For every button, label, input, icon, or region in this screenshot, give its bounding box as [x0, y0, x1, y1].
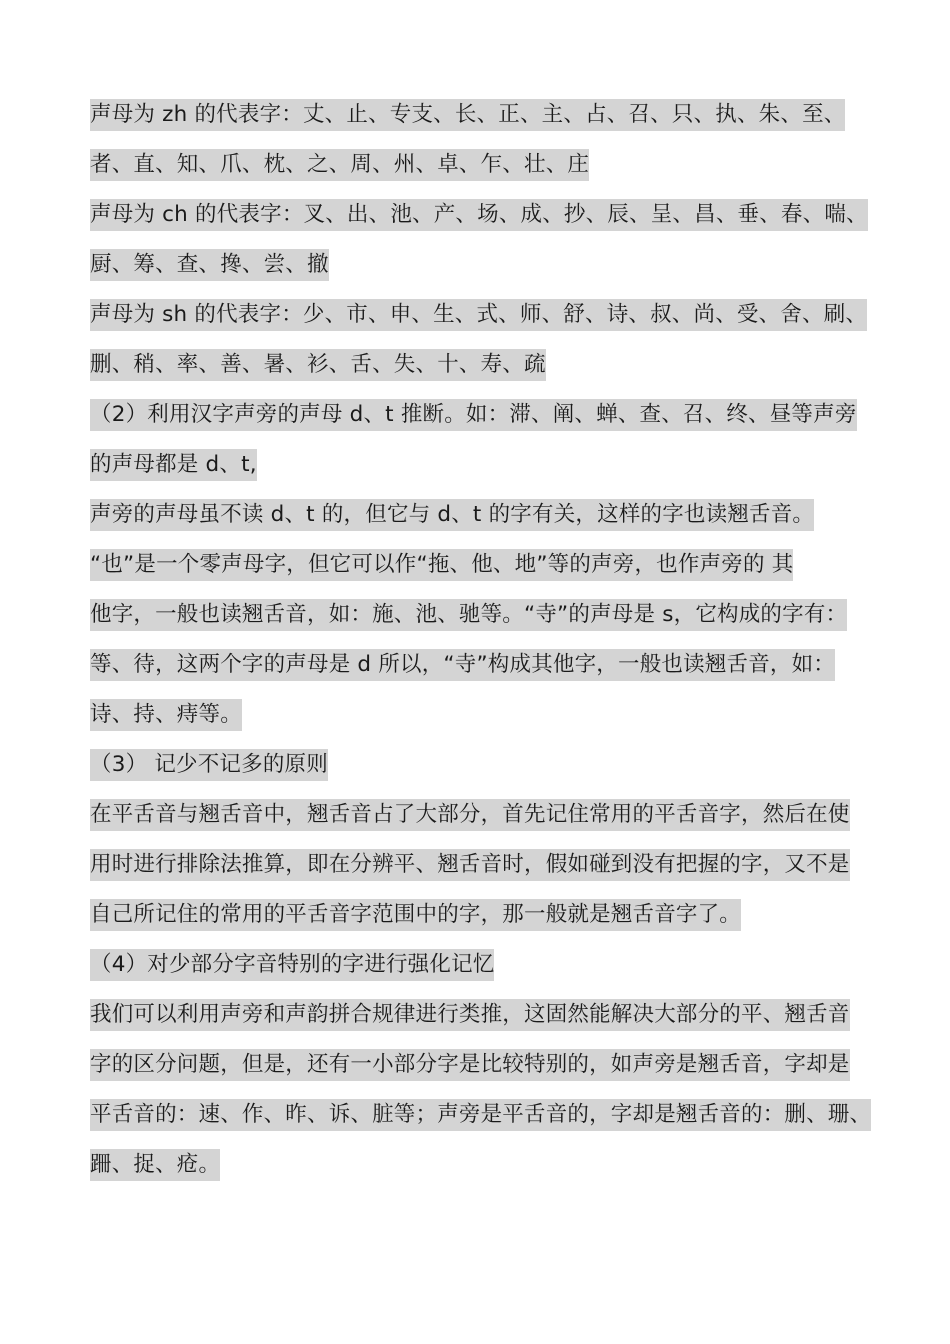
text-line-11	[90, 590, 900, 640]
highlighted-text: 声母为 ch 的代表字：叉、出、池、产、场、成、抄、辰、呈、昌、垂、春、喘、	[90, 199, 868, 231]
highlighted-text: 厨、筹、查、搀、尝、撤	[90, 249, 329, 281]
highlighted-text: （3） 记少不记多的原则	[90, 749, 328, 781]
text-line-13	[90, 690, 900, 740]
highlighted-text: 跚、捉、疮。	[90, 1149, 220, 1181]
highlighted-text: 他字，一般也读翘舌音，如：施、池、驰等。“寺”的声母是 s，它构成的字有：	[90, 599, 847, 631]
text-line-16	[90, 840, 900, 890]
text-line-4	[90, 240, 900, 290]
highlighted-text: 删、稍、率、善、暑、衫、舌、失、十、寿、疏	[90, 349, 546, 381]
highlighted-text: 在平舌音与翘舌音中，翘舌音占了大部分，首先记住常用的平舌音字，然后在使	[90, 799, 850, 831]
highlighted-text: 声母为 sh 的代表字：少、市、申、生、式、师、舒、诗、叔、尚、受、舍、刷、	[90, 299, 867, 331]
text-line-21	[90, 1090, 900, 1140]
text-line-12	[90, 640, 900, 690]
highlighted-text: 用时进行排除法推算，即在分辨平、翘舌音时，假如碰到没有把握的字，又不是	[90, 849, 850, 881]
text-line-19	[90, 990, 900, 1040]
highlighted-text: 者、直、知、爪、枕、之、周、州、卓、乍、壮、庄	[90, 149, 589, 181]
text-line-15	[90, 790, 900, 840]
highlighted-text: 字的区分问题，但是，还有一小部分字是比较特别的，如声旁是翘舌音，字却是	[90, 1049, 850, 1081]
text-line-9	[90, 490, 900, 540]
highlighted-text: （2）利用汉字声旁的声母 d、t 推断。如：滞、阐、蝉、查、召、终、昼等声旁	[90, 399, 857, 431]
highlighted-text: “也”是一个零声母字，但它可以作“拖、他、地”等的声旁，也作声旁的 其	[90, 549, 793, 581]
highlighted-text: 我们可以利用声旁和声韵拼合规律进行类推，这固然能解决大部分的平、翘舌音	[90, 999, 850, 1031]
text-line-1	[90, 90, 900, 140]
text-line-14	[90, 740, 900, 790]
highlighted-text: （4）对少部分字音特别的字进行强化记忆	[90, 949, 494, 981]
text-line-10	[90, 540, 900, 590]
highlighted-text: 自己所记住的常用的平舌音字范围中的字，那一般就是翘舌音字了。	[90, 899, 741, 931]
text-line-2	[90, 140, 900, 190]
text-line-17	[90, 890, 900, 940]
text-line-5	[90, 290, 900, 340]
text-line-20	[90, 1040, 900, 1090]
highlighted-text: 声母为 zh 的代表字：丈、止、专支、长、正、主、占、召、只、执、朱、至、	[90, 99, 845, 131]
text-line-22	[90, 1140, 900, 1190]
highlighted-text: 等、待，这两个字的声母是 d 所以，“寺”构成其他字，一般也读翘舌音，如：	[90, 649, 835, 681]
highlighted-text: 声旁的声母虽不读 d、t 的，但它与 d、t 的字有关，这样的字也读翘舌音。	[90, 499, 814, 531]
text-line-18	[90, 940, 900, 990]
document-page	[90, 90, 900, 1190]
highlighted-text: 平舌音的：速、作、昨、诉、脏等；声旁是平舌音的，字却是翘舌音的：删、珊、	[90, 1099, 871, 1131]
text-line-8	[90, 440, 900, 490]
highlighted-text: 的声母都是 d、t,	[90, 449, 257, 481]
highlighted-text: 诗、持、痔等。	[90, 699, 242, 731]
text-line-7	[90, 390, 900, 440]
text-line-3	[90, 190, 900, 240]
text-line-6	[90, 340, 900, 390]
